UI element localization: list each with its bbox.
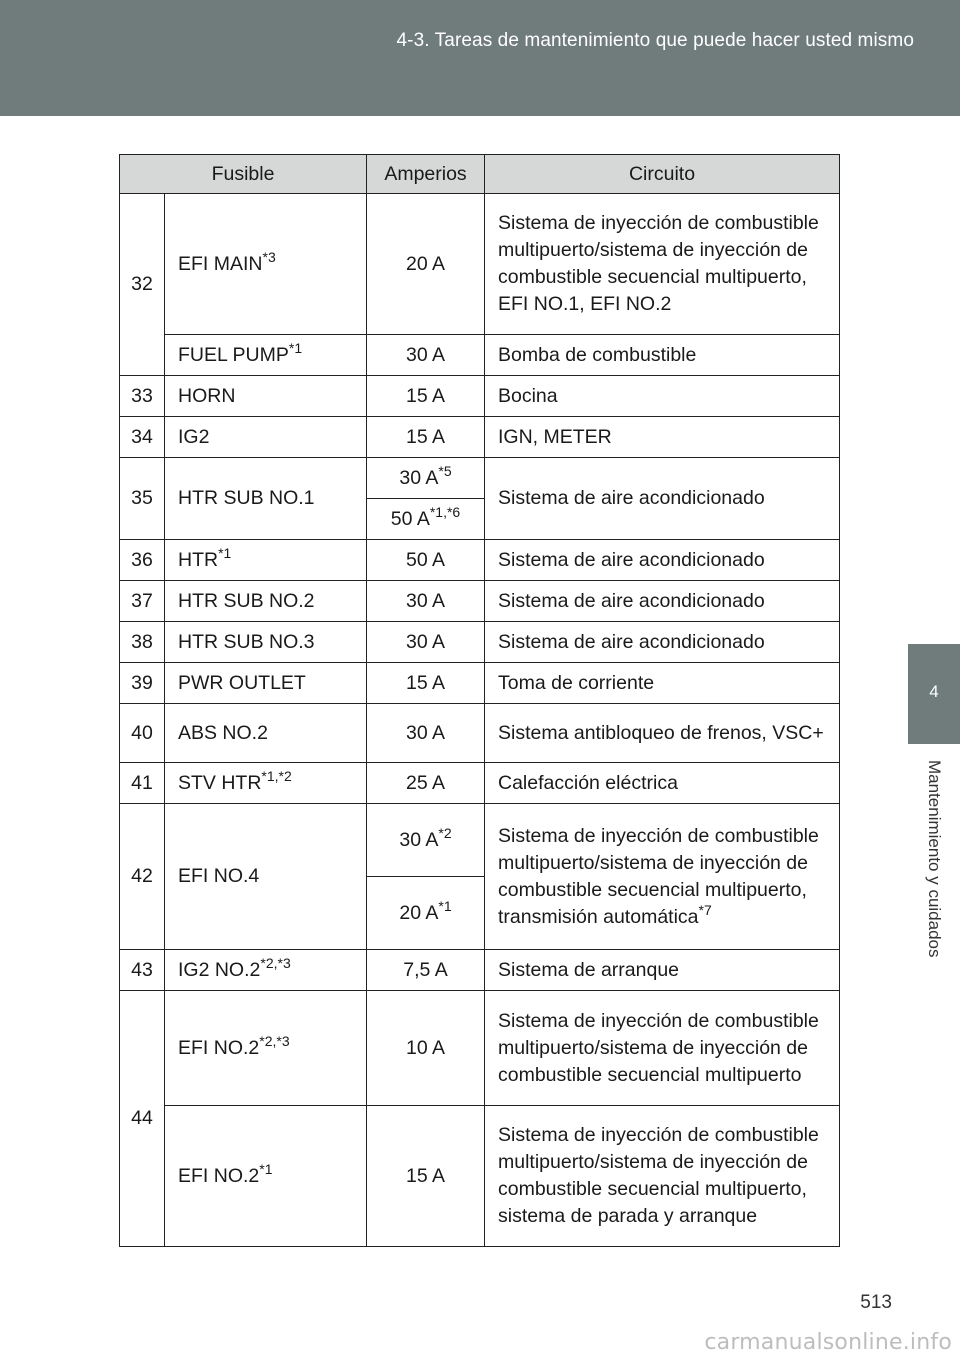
chapter-tab: [908, 644, 960, 744]
fuse-amperage: 20 A: [367, 194, 485, 335]
fuse-amperage: 7,5 A: [367, 950, 485, 991]
column-header-circuito: Circuito: [485, 155, 840, 194]
fuse-name: FUEL PUMP$^{*1}$: [165, 335, 367, 376]
fuse-number: 36: [120, 540, 165, 581]
footnote-ref: *2,*3: [259, 1032, 290, 1049]
footnote-ref: *1,*2: [261, 767, 292, 784]
table-row: [120, 335, 840, 376]
fuse-circuit: Sistema de inyección de combustible multipuerto/sistema de inyección de combustible secuencial multipuerto: [485, 991, 840, 1106]
fuse-amperage: 15 A: [367, 417, 485, 458]
page-number: 513: [860, 1292, 892, 1313]
fuse-name: PWR OUTLET: [165, 663, 367, 704]
footnote-ref: *1: [438, 897, 452, 914]
chapter-side-label: [910, 760, 958, 1000]
chapter-side-label-text: Mantenimiento y cuidados: [925, 760, 944, 958]
fuse-table: [119, 154, 840, 1247]
fuse-number: 32: [120, 194, 165, 376]
watermark-text: carmanualsonline.info: [704, 1330, 952, 1355]
chapter-tab-number: 4: [929, 682, 939, 701]
fuse-circuit: Bocina: [485, 376, 840, 417]
table-row: [120, 194, 840, 335]
table-row: [120, 1106, 840, 1247]
fuse-number: 35: [120, 458, 165, 540]
fuse-name: HTR$^{*1}$: [165, 540, 367, 581]
fuse-amperage: 30 A: [367, 704, 485, 763]
fuse-amperage: 15 A: [367, 376, 485, 417]
chapter-header-bar: [0, 0, 960, 116]
table-row: [120, 376, 840, 417]
footnote-ref: *7: [698, 901, 712, 918]
fuse-circuit: IGN, METER: [485, 417, 840, 458]
table-row: [120, 417, 840, 458]
fuse-amperage: 30 A: [367, 622, 485, 663]
fuse-name: HTR SUB NO.2: [165, 581, 367, 622]
table-row: [120, 622, 840, 663]
column-header-fusible: Fusible: [120, 155, 367, 194]
fuse-amperage: 30 A: [367, 581, 485, 622]
fuse-number: 43: [120, 950, 165, 991]
fuse-number: 39: [120, 663, 165, 704]
footnote-ref: *1: [218, 544, 232, 561]
fuse-number: 41: [120, 763, 165, 804]
fuse-amperage: 20 $A^{*1}$: [367, 877, 485, 950]
footnote-ref: *1: [288, 339, 303, 356]
table-row: [120, 540, 840, 581]
table-row: [120, 458, 840, 499]
fuse-amperage: 15 A: [367, 1106, 485, 1247]
column-header-amperios: Amperios: [367, 155, 485, 194]
fuse-circuit: Calefacción eléctrica: [485, 763, 840, 804]
footnote-ref: *5: [438, 462, 452, 479]
fuse-amperage: 15 A: [367, 663, 485, 704]
fuse-name: IG2 $NO.2^{*2,*3}$: [165, 950, 367, 991]
fuse-name: HTR SUB NO.3: [165, 622, 367, 663]
fuse-name: STV $HTR^{*1,*2}$: [165, 763, 367, 804]
fuse-circuit: Sistema de arranque: [485, 950, 840, 991]
chapter-title: 4-3. Tareas de mantenimiento que puede hacer usted mismo: [396, 30, 914, 51]
footnote-ref: *2,*3: [260, 954, 291, 971]
fuse-name: EFI NO.2$^{*1}$: [165, 1106, 367, 1247]
fuse-circuit: Sistema de inyección de combustible multipuerto/sistema de inyección de combustible secuencial multipuerto, EFI NO.1, EFI NO.2: [485, 194, 840, 335]
table-row: [120, 763, 840, 804]
table-row: [120, 704, 840, 763]
fuse-name: HTR SUB NO.1: [165, 458, 367, 540]
footnote-ref: *3: [262, 248, 276, 265]
footnote-ref: *2: [438, 824, 452, 841]
fuse-number: 42: [120, 804, 165, 950]
fuse-circuit: Sistema de aire acondicionado: [485, 581, 840, 622]
table-row: [120, 991, 840, 1106]
table-row: [120, 950, 840, 991]
fuse-amperage: 10 A: [367, 991, 485, 1106]
footnote-ref: *1,*6: [429, 503, 461, 520]
fuse-number: 38: [120, 622, 165, 663]
fuse-circuit: Sistema de aire acondicionado: [485, 622, 840, 663]
fuse-name: IG2: [165, 417, 367, 458]
fuse-circuit: Bomba de combustible: [485, 335, 840, 376]
fuse-name: HORN: [165, 376, 367, 417]
fuse-amperage: 30 $A^{*2}$: [367, 804, 485, 877]
fuse-amperage: 50 A: [367, 540, 485, 581]
fuse-circuit: Sistema de aire acondicionado: [485, 458, 840, 540]
fuse-amperage: 30 A: [367, 335, 485, 376]
fuse-circuit: Sistema de inyección de combustible multipuerto/sistema de inyección de combustible secuencial multipuerto, sistema de parada y arranque: [485, 1106, 840, 1247]
table-row: [120, 804, 840, 877]
fuse-circuit: Sistema de inyección de combustible multipuerto/sistema de inyección de combustible secuencial multipuerto, transmisión automática$^{*7}$: [485, 804, 840, 950]
fuse-name: ABS NO.2: [165, 704, 367, 763]
fuse-amperage: 50 $A^{*1,*6}$: [367, 499, 485, 540]
fuse-amperage: 25 A: [367, 763, 485, 804]
table-row: [120, 581, 840, 622]
fuse-amperage: 30 $A^{*5}$: [367, 458, 485, 499]
table-row: [120, 663, 840, 704]
fuse-name: EFI $NO.2^{*2,*3}$: [165, 991, 367, 1106]
fuse-number: 44: [120, 991, 165, 1247]
fuse-number: 34: [120, 417, 165, 458]
fuse-circuit: Sistema de aire acondicionado: [485, 540, 840, 581]
fuse-number: 40: [120, 704, 165, 763]
fuse-circuit: Toma de corriente: [485, 663, 840, 704]
fuse-name: EFI MAIN$^{*3}$: [165, 194, 367, 335]
fuse-circuit: Sistema antibloqueo de frenos, VSC+: [485, 704, 840, 763]
footnote-ref: *1: [259, 1160, 273, 1177]
table-header-row: [120, 155, 840, 194]
fuse-number: 33: [120, 376, 165, 417]
fuse-number: 37: [120, 581, 165, 622]
fuse-name: EFI NO.4: [165, 804, 367, 950]
